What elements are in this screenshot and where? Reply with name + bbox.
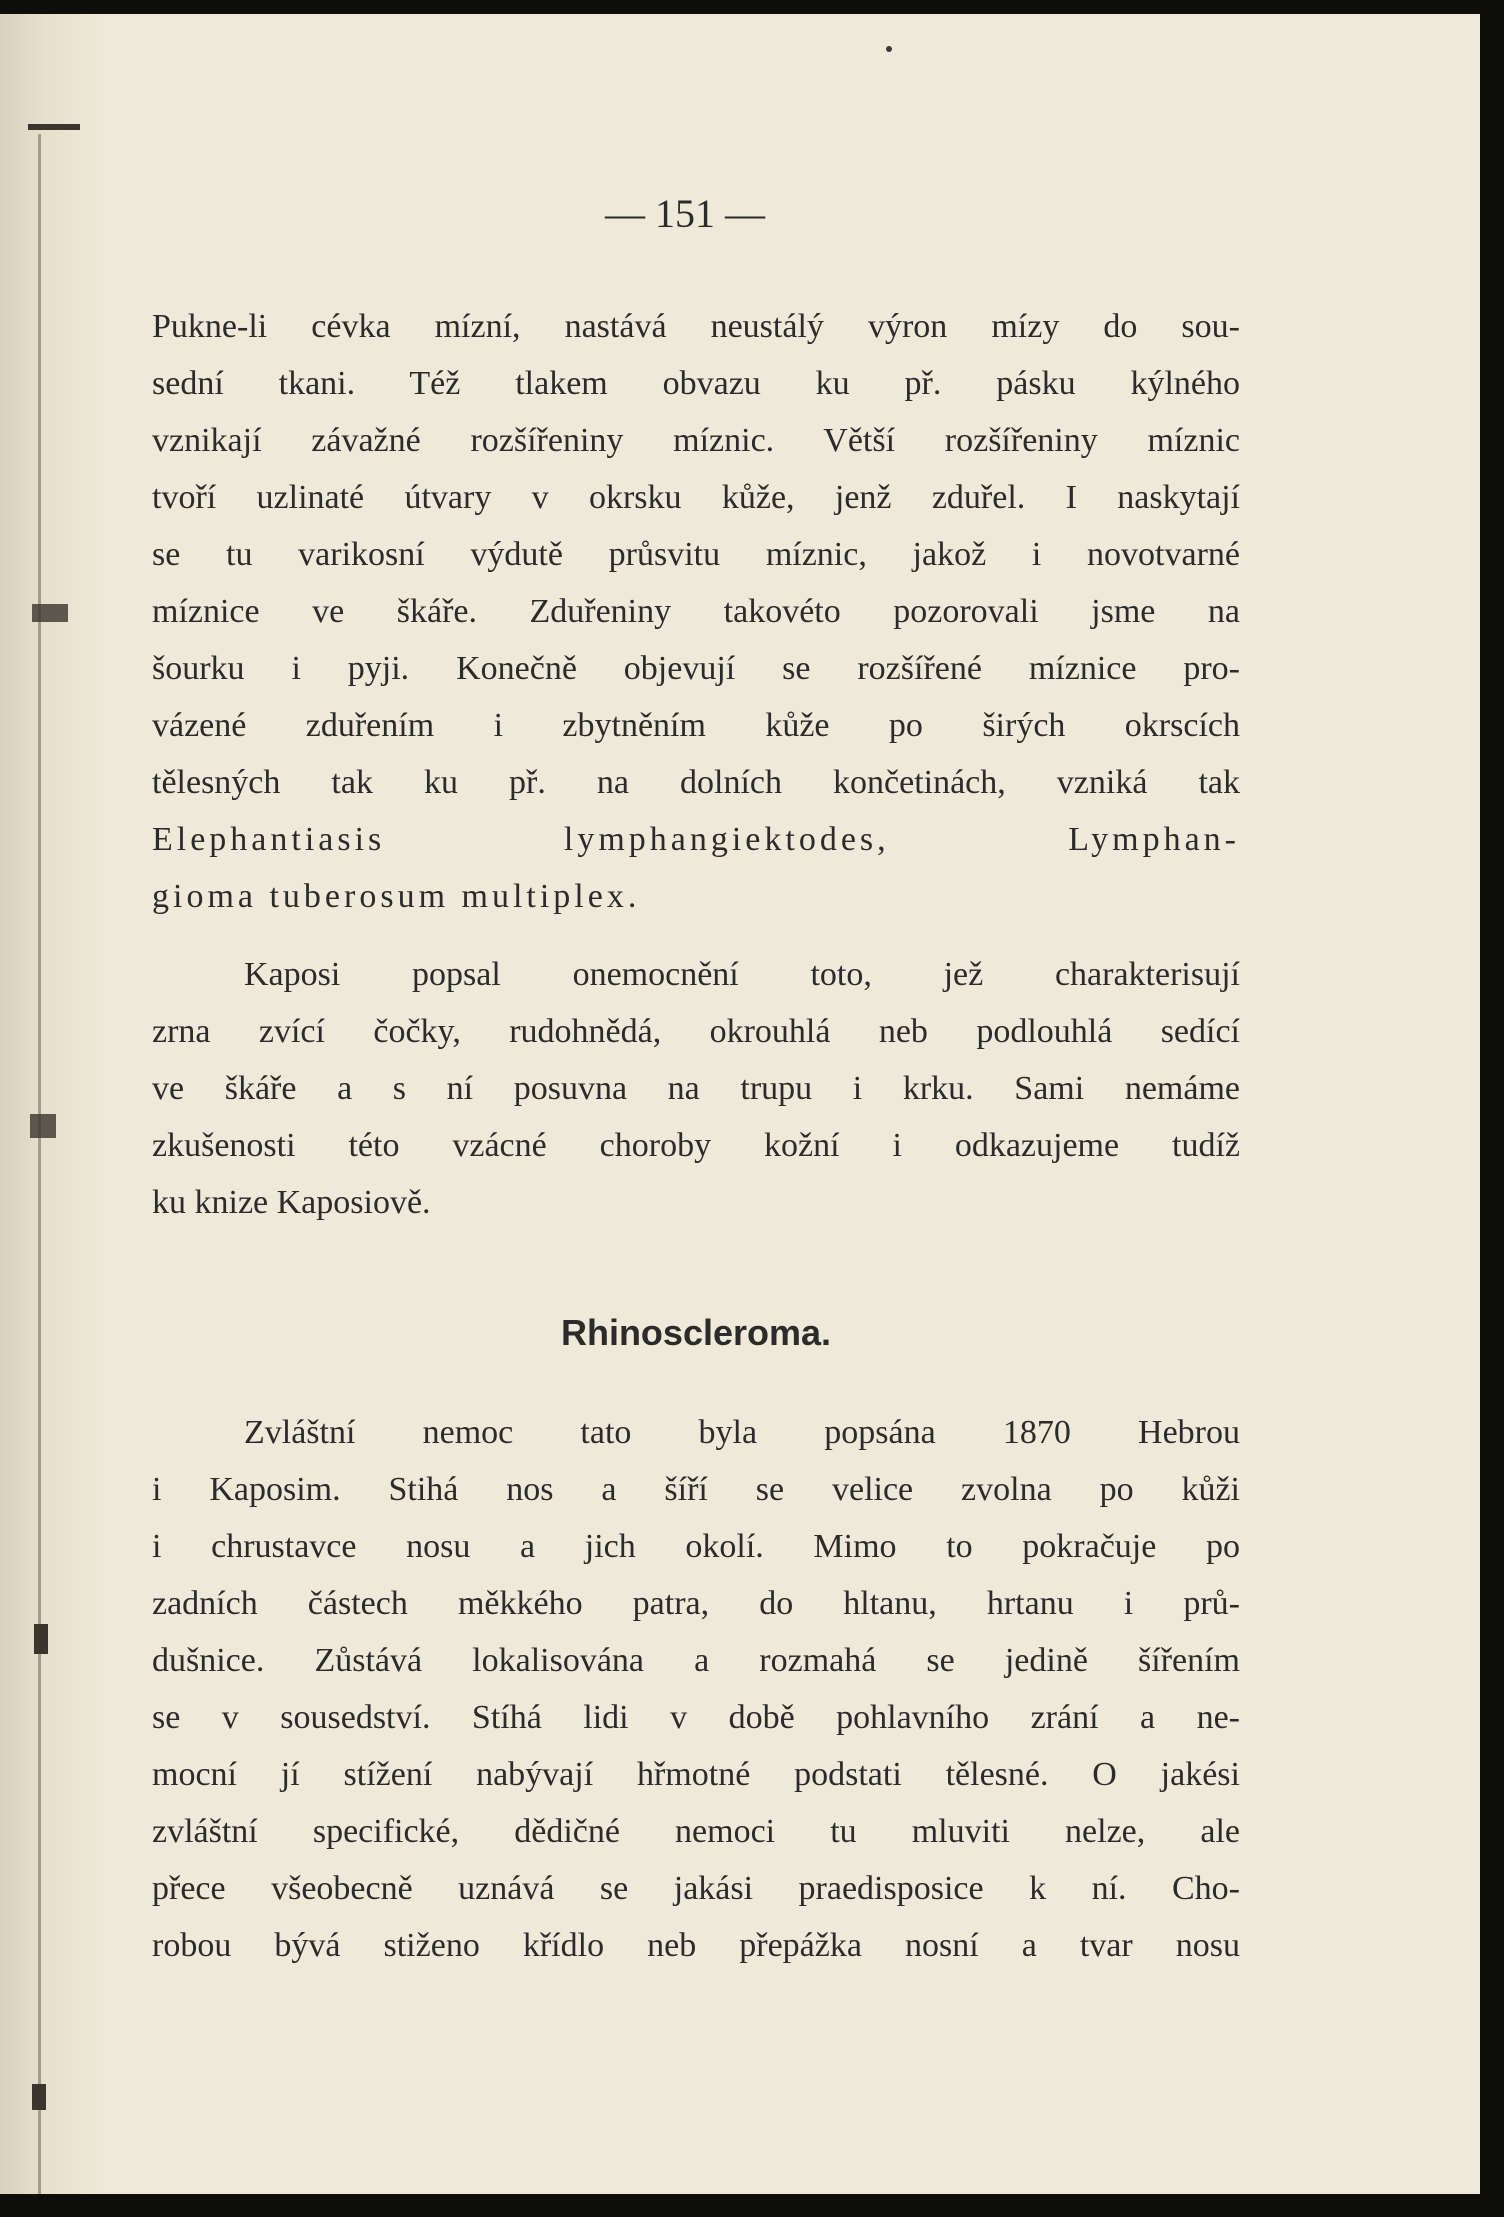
text-line: Kaposi popsal onemocnění toto, jež charakterisují <box>244 956 1240 993</box>
paragraph-1 <box>152 298 1240 925</box>
text-line: i Kaposim. Stihá nos a šíří se velice zvolna po kůži <box>152 1471 1240 1508</box>
text-line: tvoří uzlinaté útvary v okrsku kůže, jenž zduřel. I naskytají <box>152 479 1240 516</box>
book-page <box>0 14 1480 2194</box>
text-line: ve škáře a s ní posuvna na trupu i krku. Sami nemáme <box>152 1070 1240 1107</box>
text-line: mocní jí stížení nabývají hřmotné podstati tělesné. O jakési <box>152 1756 1240 1793</box>
section-heading: Rhinoscleroma. <box>560 1312 832 1353</box>
text-line: Zvláštní nemoc tato byla popsána 1870 Hebrou <box>244 1414 1240 1451</box>
text-line: se v sousedství. Stíhá lidi v době pohlavního zrání a ne- <box>152 1699 1240 1736</box>
text-line: zadních částech měkkého patra, do hltanu, hrtanu i prů- <box>152 1585 1240 1622</box>
text-line: i chrustavce nosu a jich okolí. Mimo to pokračuje po <box>152 1528 1240 1565</box>
text-line: Elephantiasis lymphangiektodes, Lymphan- <box>152 821 1240 858</box>
text-line: vznikají závažné rozšířeniny míznic. Větší rozšířeniny míznic <box>152 422 1240 459</box>
page-binding <box>0 14 105 2194</box>
text-line: vázené zduřením i zbytněním kůže po širých okrscích <box>152 707 1240 744</box>
text-line: dušnice. Zůstává lokalisována a rozmahá se jedině šířením <box>152 1642 1240 1679</box>
text-line: gioma tuberosum multiplex. <box>152 878 641 915</box>
binding-mark <box>34 1624 48 1654</box>
text-line: zkušenosti této vzácné choroby kožní i odkazujeme tudíž <box>152 1127 1240 1164</box>
binding-mark <box>30 1114 56 1138</box>
text-line: ku knize Kaposiově. <box>152 1184 431 1221</box>
binding-mark <box>32 604 68 622</box>
text-line: zrna zvící čočky, rudohnědá, okrouhlá neb podlouhlá sedící <box>152 1013 1240 1050</box>
text-line: se tu varikosní výdutě průsvitu míznic, jakož i novotvarné <box>152 536 1240 573</box>
binding-line <box>38 134 41 2194</box>
binding-mark <box>28 124 80 130</box>
page-number: — 151 — <box>605 191 765 236</box>
text-line: sední tkani. Též tlakem obvazu ku př. pásku kýlného <box>152 365 1240 402</box>
binding-mark <box>32 2084 46 2110</box>
text-line: šourku i pyji. Konečně objevují se rozšířené míznice pro- <box>152 650 1240 687</box>
text-line: míznice ve škáře. Zduřeniny takovéto pozorovali jsme na <box>152 593 1240 630</box>
text-line: Pukne-li cévka mízní, nastává neustálý výron mízy do sou- <box>152 308 1240 345</box>
ink-dot <box>886 46 892 52</box>
paragraph-2 <box>152 946 1240 1231</box>
paragraph-3 <box>152 1404 1240 1974</box>
text-line: tělesných tak ku př. na dolních končetinách, vzniká tak <box>152 764 1240 801</box>
text-line: robou bývá stiženo křídlo neb přepážka nosní a tvar nosu <box>152 1927 1240 1964</box>
text-line: zvláštní specifické, dědičné nemoci tu mluviti nelze, ale <box>152 1813 1240 1850</box>
text-line: přece všeobecně uznává se jakási praedisposice k ní. Cho- <box>152 1870 1240 1907</box>
